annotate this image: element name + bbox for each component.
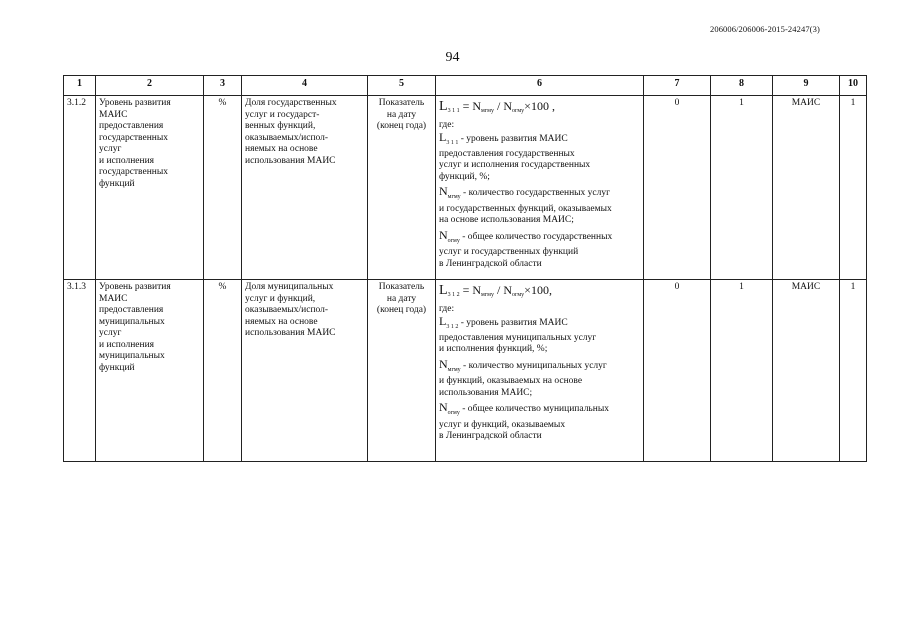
- table-row: [64, 96, 867, 280]
- unit: %: [204, 96, 242, 280]
- formula-def-n2: $N_{огму}$ - общее количество государственных услуг и государственных функций в Ленинградской области: [439, 227, 613, 269]
- header-cell: 1: [64, 76, 96, 96]
- header-cell: 7: [644, 76, 711, 96]
- row-number: 3.1.3: [64, 280, 96, 462]
- value-col9: МАИС: [773, 96, 840, 280]
- header-row: [64, 76, 867, 96]
- formula: $L_{3 1 1} = N_{мгму} / N_{огму}\times 100$ ,: [439, 99, 555, 114]
- header-cell: 10: [840, 76, 867, 96]
- unit: %: [204, 280, 242, 462]
- formula-cell: [436, 280, 644, 462]
- where-label: где:: [439, 120, 455, 130]
- formula-def-n1: $N_{мгму}$ - количество государственных услуг и государственных функций, оказываемых на основе использования МАИС;: [439, 184, 612, 226]
- header-cell: 4: [242, 76, 368, 96]
- table-row: [64, 280, 867, 462]
- value-col9: МАИС: [773, 280, 840, 462]
- formula-def-l: $L_{3 1 2}$ - уровень развития МАИС предоставления муниципальных услуг и исполнения функций, %;: [439, 313, 597, 355]
- value-col7: 0: [644, 280, 711, 462]
- formula-def-l: $L_{3 1 1}$ - уровень развития МАИС предоставления государственных услуг и исполнения государственных функций, %;: [439, 129, 591, 182]
- where-label: где:: [439, 304, 455, 314]
- value-col8: 1: [711, 96, 773, 280]
- formula-def-n2: $N_{огму}$ - общее количество муниципальных услуг и функций, оказываемых в Ленинградской области: [439, 400, 609, 442]
- indicator-name: Уровень развития МАИС предоставления государственных услуг и исполнения государственных функций: [96, 96, 204, 280]
- header-cell: 5: [368, 76, 436, 96]
- value-col10: 1: [840, 280, 867, 462]
- indicator-definition: Доля муниципальных услуг и функций, оказываемых/испол- няемых на основе использования МАИС: [242, 280, 368, 462]
- indicators-table: [63, 75, 867, 462]
- row-number: 3.1.2: [64, 96, 96, 280]
- formula: $L_{3 1 2} = N_{мгму} / N_{огму}\times 100$,: [439, 283, 552, 298]
- document-id: 206006/206006-2015-24247(3): [710, 24, 820, 34]
- value-col8: 1: [711, 280, 773, 462]
- header-cell: 2: [96, 76, 204, 96]
- measure-type: Показатель на дату (конец года): [368, 96, 436, 280]
- value-col7: 0: [644, 96, 711, 280]
- value-col10: 1: [840, 96, 867, 280]
- header-cell: 6: [436, 76, 644, 96]
- measure-type: Показатель на дату (конец года): [368, 280, 436, 462]
- formula-def-n1: $N_{мгму}$ - количество муниципальных услуг и функций, оказываемых на основе использования МАИС;: [439, 356, 607, 398]
- header-cell: 3: [204, 76, 242, 96]
- header-cell: 9: [773, 76, 840, 96]
- page-number: 94: [445, 50, 460, 65]
- indicator-name: Уровень развития МАИС предоставления муниципальных услуг и исполнения муниципальных функций: [96, 280, 204, 462]
- indicator-definition: Доля государственных услуг и государст- венных функций, оказываемых/испол- няемых на основе использования МАИС: [242, 96, 368, 280]
- formula-cell: [436, 96, 644, 280]
- header-cell: 8: [711, 76, 773, 96]
